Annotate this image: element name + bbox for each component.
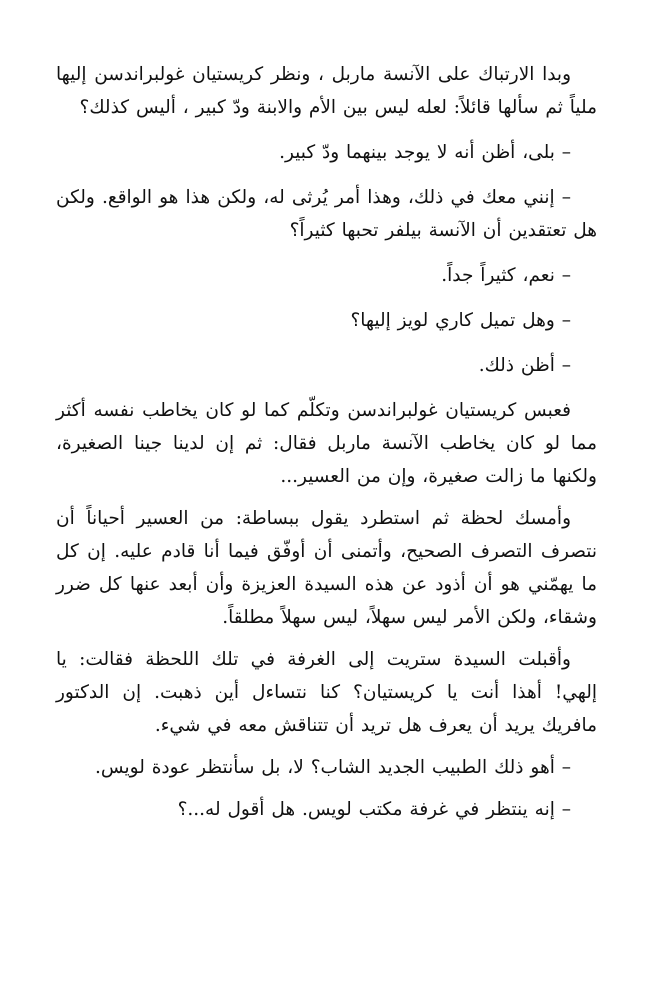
paragraph-8: وأمسك لحظة ثم استطرد يقول ببساطة: من العسير أحياناً أن نتصرف التصرف الصحيح، وأتمنى أن أوفّق فيما أنا قادم عليه. إن كل ما يهمّني هو أن أذود عن هذه السيدة العزيزة وأن أبعد عنها كل ضرر وشقاء، ولكن الأمر ليس سهلاً، ليس سهلاً مطلقاً. <box>56 508 597 628</box>
paragraph-3: – إنني معك في ذلك، وهذا أمر يُرثى له، ولكن هذا هو الواقع. ولكن هل تعتقدين أن الآنسة بيلفر تحبها كثيراً؟ <box>56 187 597 241</box>
paragraph-10: – أهو ذلك الطبيب الجديد الشاب؟ لا، بل سأنتظر عودة لويس. <box>95 757 571 778</box>
paragraph-11: – إنه ينتظر في غرفة مكتب لويس. هل أقول له...؟ <box>177 799 571 820</box>
book-page <box>56 58 597 826</box>
paragraph-1: وبدا الارتباك على الآنسة ماربل ، ونظر كريستيان غولبراندسن إليها ملياً ثم سألها قائلاً: لعله ليس بين الأم والابنة ودّ كبير ، أليس كذلك؟ <box>56 64 597 118</box>
paragraph-6: – أظن ذلك. <box>478 355 571 376</box>
paragraph-9: وأقبلت السيدة ستريت إلى الغرفة في تلك اللحظة فقالت: يا إلهي! أهذا أنت يا كريستيان؟ كنا نتساءل أين ذهبت. إن الدكتور مافريك يريد أن يعرف هل تريد أن تتناقش معه في شيء. <box>56 649 597 736</box>
paragraph-2: – بلى، أظن أنه لا يوجد بينهما ودّ كبير. <box>279 142 571 163</box>
paragraph-5: – وهل تميل كاري لويز إليها؟ <box>350 310 571 331</box>
paragraph-4: – نعم، كثيراً جداً. <box>441 265 571 286</box>
paragraph-7: فعبس كريستيان غولبراندسن وتكلّم كما لو كان يخاطب نفسه أكثر مما لو كان يخاطب الآنسة ماربل فقال: ثم إن لدينا جينا الصغيرة، ولكنها ما زالت صغيرة، وإن من العسير... <box>56 400 597 487</box>
